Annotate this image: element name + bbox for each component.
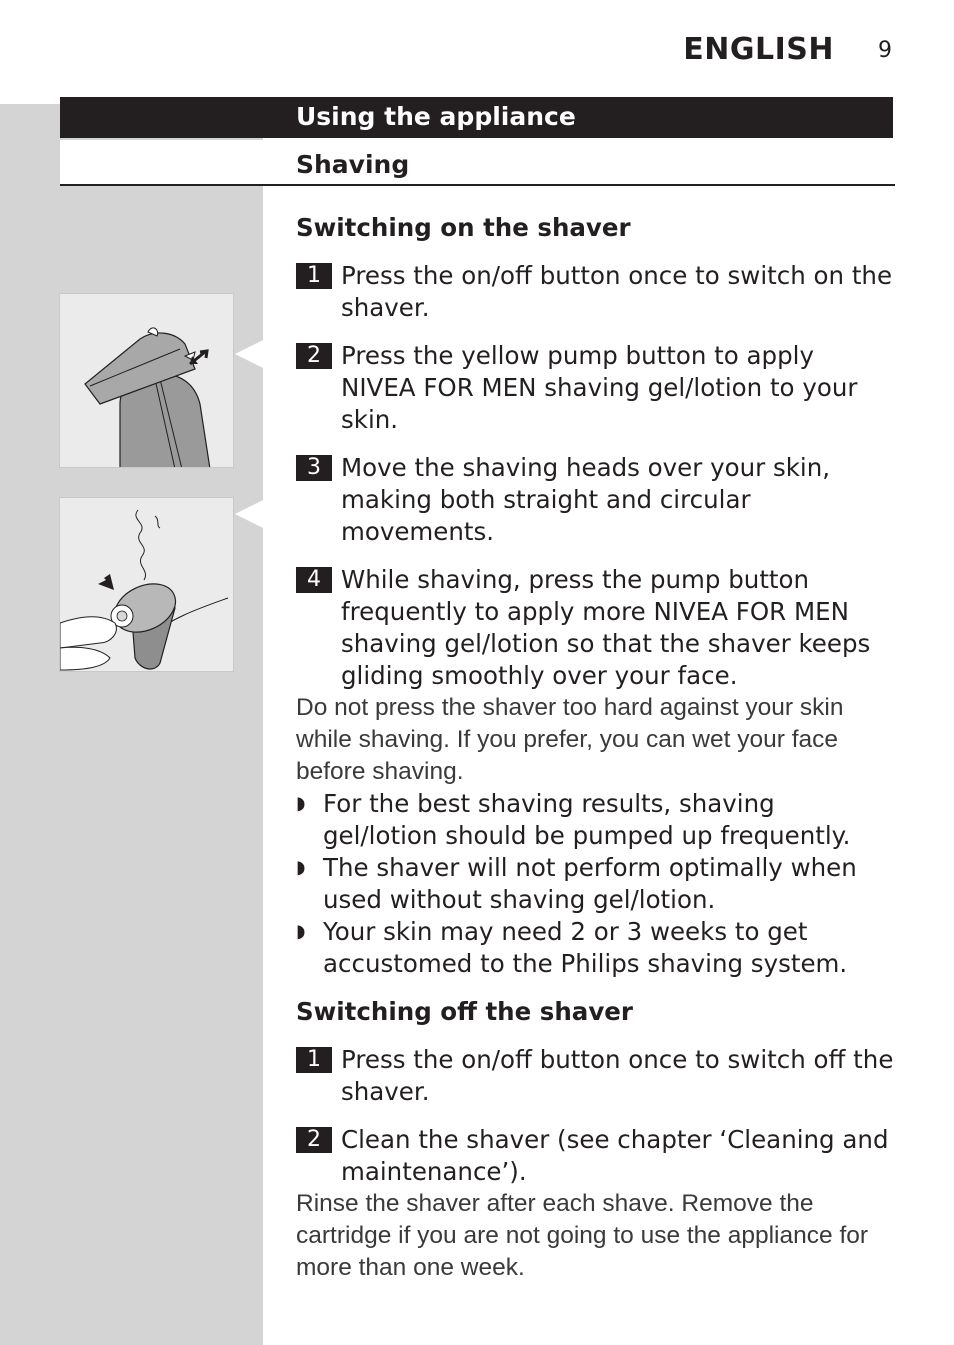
figure-pointer [235, 340, 263, 368]
shaver-on-face-illustration [59, 497, 234, 672]
main-content [296, 212, 896, 1284]
step-number: 2 [296, 1127, 332, 1153]
page-number: 9 [878, 38, 892, 63]
header-language: ENGLISH [683, 32, 834, 67]
step-text: Press the on/off button once to switch off the shaver. [341, 1045, 894, 1106]
sidebar-panel [0, 104, 263, 1345]
step-text: Press the yellow pump button to apply NIVEA FOR MEN shaving gel/lotion to your skin. [341, 341, 858, 434]
heading-switch-on: Switching on the shaver [296, 213, 631, 242]
step-number: 1 [296, 1047, 332, 1073]
bullet-text: The shaver will not perform optimally when used without shaving gel/lotion. [323, 853, 857, 914]
shaver-pump-button-illustration [59, 293, 234, 468]
step-number: 2 [296, 343, 332, 369]
heading-switch-off: Switching off the shaver [296, 997, 633, 1026]
step-number: 4 [296, 567, 332, 593]
note-text: Rinse the shaver after each shave. Remove the cartridge if you are not going to use the appliance for more than one week. [296, 1190, 869, 1281]
bullet-text: Your skin may need 2 or 3 weeks to get accustomed to the Philips shaving system. [323, 917, 848, 978]
step-text: Move the shaving heads over your skin, making both straight and circular movements. [341, 453, 831, 546]
step-item [296, 1044, 896, 1108]
figure-pointer [235, 500, 263, 528]
step-text: Clean the shaver (see chapter ‘Cleaning and maintenance’). [341, 1125, 889, 1186]
bullet-icon: ◗ [296, 793, 306, 814]
bullet-text: For the best shaving results, shaving gel/lotion should be pumped up frequently. [323, 789, 851, 850]
step-item [296, 564, 896, 692]
section-title-bar [60, 97, 893, 138]
step-item [296, 260, 896, 324]
step-number: 3 [296, 455, 332, 481]
bullet-item [296, 916, 896, 980]
step-item [296, 1124, 896, 1188]
subheader-gap [60, 140, 263, 184]
step-number: 1 [296, 263, 332, 289]
bullet-icon: ◗ [296, 857, 306, 878]
step-text: Press the on/off button once to switch on the shaver. [341, 261, 893, 322]
step-text: While shaving, press the pump button frequently to apply more NIVEA FOR MEN shaving gel/lotion so that the shaver keeps gliding smoothly over your face. [341, 565, 871, 690]
subsection-rule [60, 184, 895, 186]
step-item [296, 340, 896, 436]
note-text: Do not press the shaver too hard against your skin while shaving. If you prefer, you can wet your face before shaving. [296, 694, 844, 785]
bullet-item [296, 788, 896, 852]
section-title: Using the appliance [296, 102, 576, 131]
step-item [296, 452, 896, 548]
bullet-item [296, 852, 896, 916]
bullet-icon: ◗ [296, 921, 306, 942]
subsection-title: Shaving [296, 150, 410, 179]
